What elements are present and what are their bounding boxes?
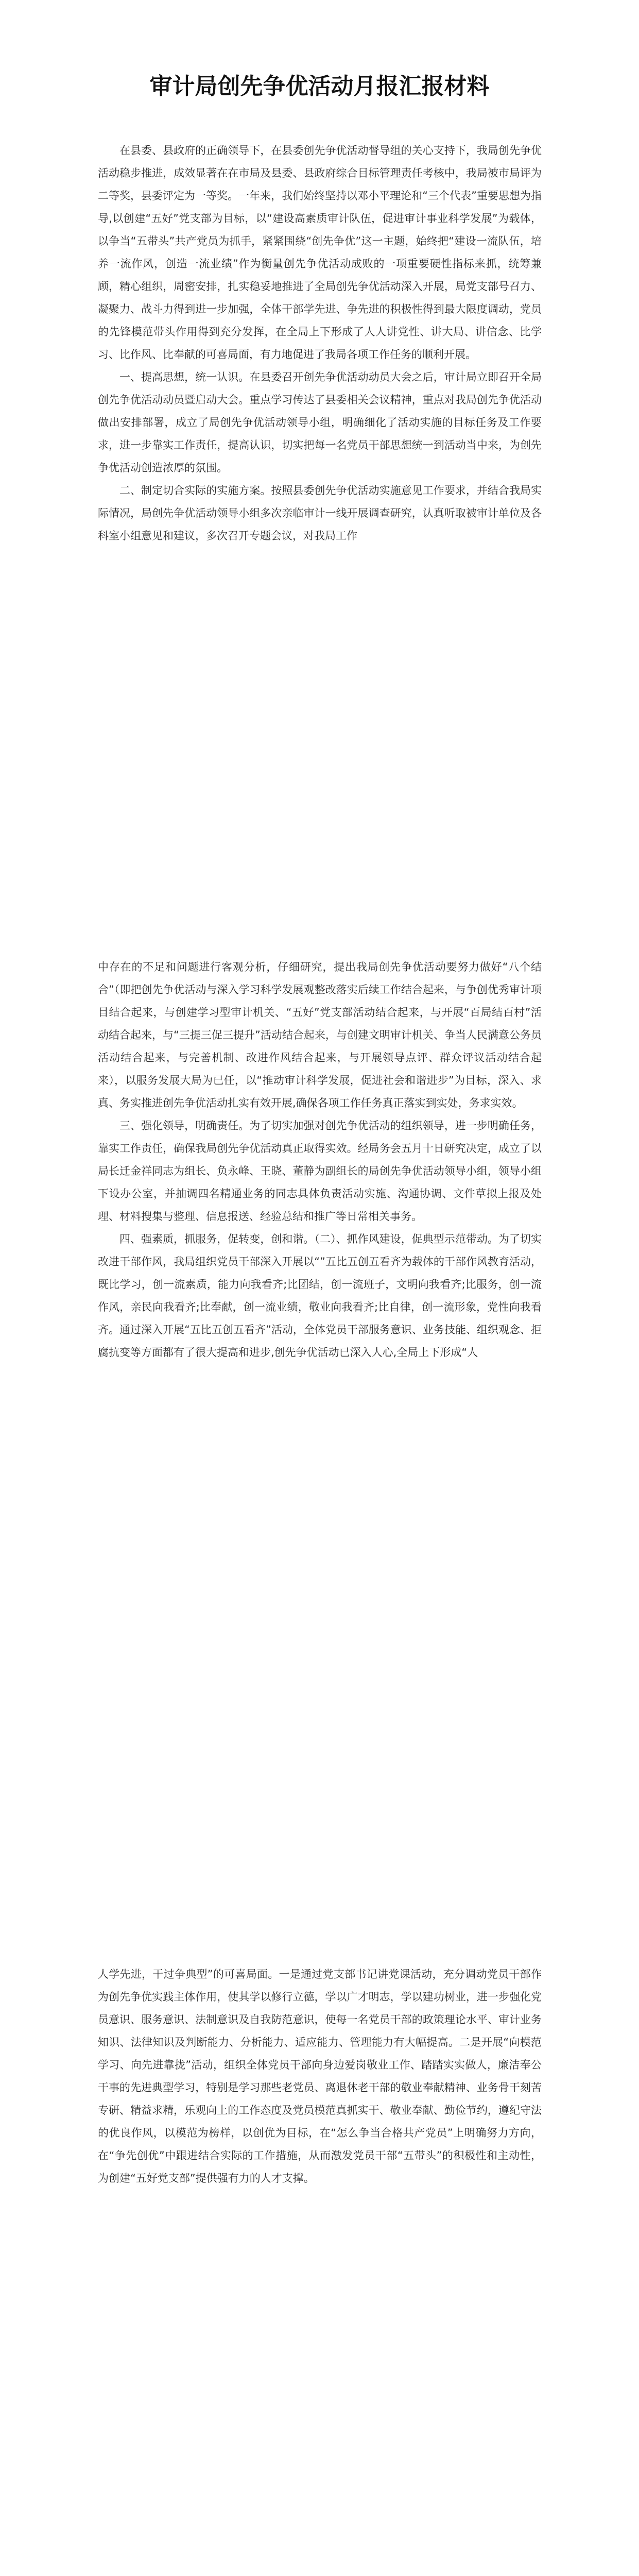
- section-2-paragraph: 二、制定切合实际的实施方案。按照县委创先争优活动实施意见工作要求，并结合我局实际情况，局创先争优活动领导小组多次亲临审计一线开展调查研究，认真听取被审计单位及各科室小组意见和建议，多次召开专题会议，对我局工作: [98, 484, 542, 542]
- section-1-paragraph: 一、提高思想，统一认识。在县委召开创先争优活动动员大会之后，审计局立即召开全局创先争优活动动员暨启动大会。重点学习传达了县委相关会议精神，重点对我局创先争优活动做出安排部署，成立了局创先争优活动领导小组，明确细化了活动实施的目标任务及工作要求，进一步靠实工作责任，提高认识，切实把每一名党员干部思想统一到活动当中来，为创先争优活动创造浓厚的氛围。: [98, 371, 542, 474]
- page-3-body: [98, 1963, 542, 2190]
- section-4-paragraph: 四、强素质，抓服务，促转变，创和谐。（二）、抓作风建设，促典型示范带动。为了切实改进干部作风，我局组织党员干部深入开展以“”五比五创五看齐为载体的干部作风教育活动，既比学习，创一流素质，能力向我看齐;比团结，创一流班子，文明向我看齐;比服务，创一流作风，亲民向我看齐;比奉献，创一流业绩，敬业向我看齐;比自律，创一流形象，党性向我看齐。通过深入开展“五比五创五看齐”活动，全体党员干部服务意识、业务技能、组织观念、拒腐抗变等方面都有了很大提高和进步,创先争优活动已深入人心,全局上下形成“人: [98, 1233, 542, 1359]
- page-1-body: [98, 139, 542, 547]
- page-2-body: [98, 956, 542, 1364]
- intro-paragraph: 在县委、县政府的正确领导下，在县委创先争优活动督导组的关心支持下，我局创先争优活动稳步推进，成效显著在在市局及县委、县政府综合目标管理责任考核中，我局被市局评为二等奖，县委评定为一等奖。一年来，我们始终坚持以邓小平理论和“三个代表”重要思想为指导,以创建“五好”党支部为目标，以“建设高素质审计队伍，促进审计事业科学发展”为载体，以争当“五带头”共产党员为抓手，紧紧围绕“创先争优”这一主题，始终把“建设一流队伍，培养一流作风，创造一流业绩”作为衡量创先争优活动成败的一项重要硬性指标来抓，统筹兼顾，精心组织，周密安排，扎实稳妥地推进了全局创先争优活动深入开展，局党支部号召力、凝聚力、战斗力得到进一步加强，全体干部学先进、争先进的积极性得到最大限度调动，党员的先锋模范带头作用得到充分发挥，在全局上下形成了人人讲党性、讲大局、讲信念、比学习、比作风、比奉献的可喜局面，有力地促进了我局各项工作任务的顺利开展。: [98, 144, 542, 361]
- section-2-continued-paragraph: 中存在的不足和问题进行客观分析，仔细研究，提出我局创先争优活动要努力做好“八个结合”（即把创先争优活动与深入学习科学发展观整改落实后续工作结合起来，与争创优秀审计项目结合起来，与创建学习型审计机关、“五好”党支部活动结合起来，与开展“百局结百村”活动结合起来，与“三提三促三提升”活动结合起来，与创建文明审计机关、争当人民满意公务员活动结合起来，与完善机制、改进作风结合起来，与开展领导点评、群众评议活动结合起来），以服务发展大局为已任，以“推动审计科学发展，促进社会和谐进步”为目标，深入、求真、务实推进创先争优活动扎实有效开展,确保各项工作任务真正落实到实处，务求实效。: [98, 961, 542, 1109]
- section-3-paragraph: 三、强化领导，明确责任。为了切实加强对创先争优活动的组织领导，进一步明确任务，靠实工作责任，确保我局创先争优活动真正取得实效。经局务会五月十日研究决定，成立了以局长迁金祥同志为组长、负永峰、王晓、董静为副组长的局创先争优活动领导小组，领导小组下设办公室，并抽调四名精通业务的同志具体负责活动实施、沟通协调、文件草拟上报及处理、材料搜集与整理、信息报送、经验总结和推广等日常相关事务。: [98, 1120, 542, 1223]
- document-title: 审计局创先争优活动月报汇报材料: [149, 73, 490, 99]
- section-4-continued-paragraph: 人学先进，干过争典型”的可喜局面。一是通过党支部书记讲党课活动，充分调动党员干部作为创先争优实践主体作用，使其学以修行立德，学以广才明志，学以建功树业，进一步强化党员意识、服务意识、法制意识及自我防范意识，使每一名党员干部的政策理论水平、审计业务知识、法律知识及判断能力、分析能力、适应能力、管理能力有大幅提高。二是开展“向模范学习、向先进靠拢”活动，组织全体党员干部向身边爱岗敬业工作、踏踏实实做人，廉洁奉公干事的先进典型学习，特别是学习那些老党员、离退休老干部的敬业奉献精神、业务骨干刻苦专研、精益求精，乐观向上的工作态度及党员模范真抓实干、敬业奉献、勤俭节约，遵纪守法的优良作风，以模范为榜样，以创优为目标，在“怎么争当合格共产党员”上明确努力方向，在“争先创优”中跟进结合实际的工作措施，从而激发党员干部“五带头”的积极性和主动性，为创建“五好党支部”提供强有力的人才支撑。: [98, 1968, 542, 2184]
